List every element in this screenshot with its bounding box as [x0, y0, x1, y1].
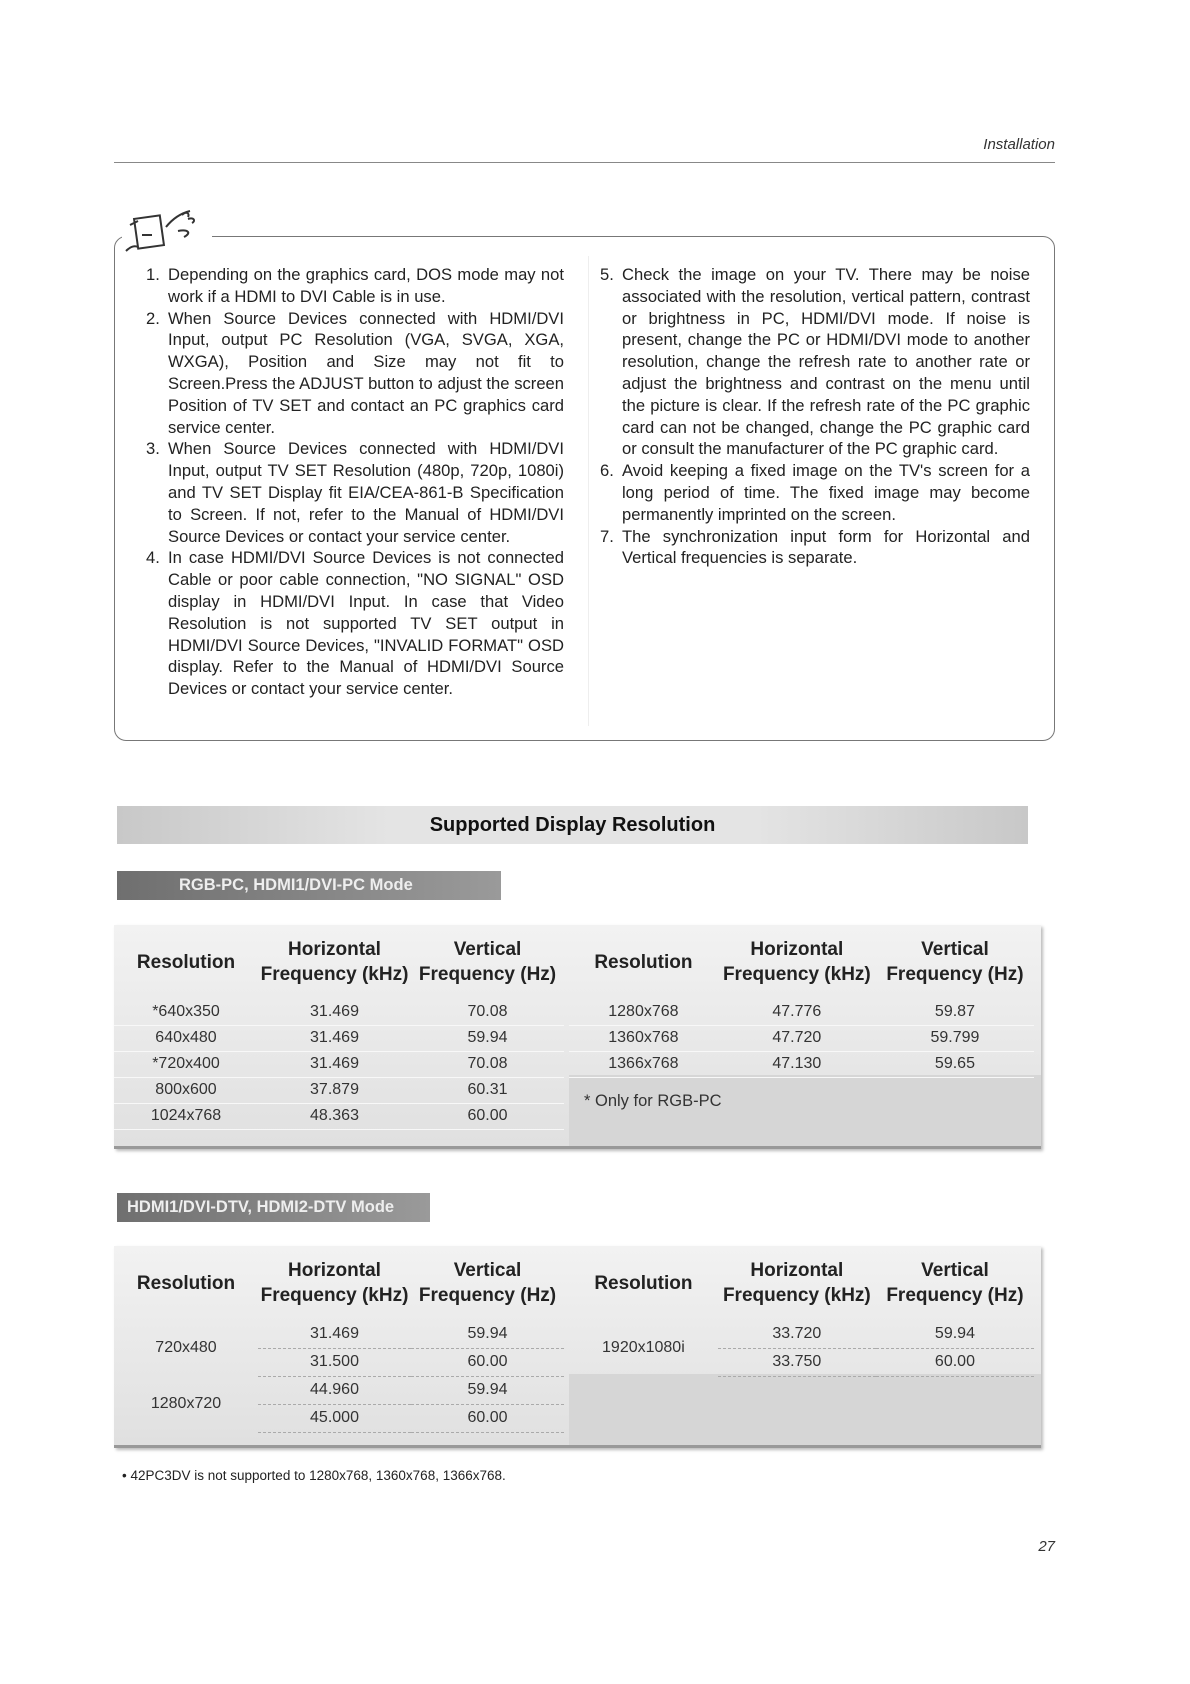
- cell-resolution: 720x480: [155, 1339, 217, 1356]
- cell: 1024x768: [114, 1103, 258, 1129]
- cell: 60.31: [411, 1077, 564, 1103]
- cell: 640x480: [114, 1025, 258, 1051]
- header-row: [569, 1246, 1034, 1320]
- pc-mode-label: RGB-PC, HDMI1/DVI-PC Mode: [117, 871, 501, 900]
- memo-note-icon: [122, 205, 212, 255]
- col-resolution: Resolution: [594, 951, 693, 973]
- cell: 44.960: [258, 1376, 411, 1404]
- note-text: Depending on the graphics card, DOS mode may not work if a HDMI to DVI Cable is in use.: [168, 265, 564, 306]
- page-number: 27: [1038, 1538, 1055, 1555]
- cell: 45.000: [258, 1404, 411, 1432]
- cell: 60.00: [411, 1404, 564, 1432]
- col-vertical: Vertical Frequency (Hz): [418, 939, 557, 985]
- table-row: [569, 999, 1034, 1025]
- cell: 59.94: [411, 1376, 564, 1404]
- notes-right-column: [600, 264, 1030, 569]
- table-row: [114, 1320, 564, 1348]
- pc-resolution-table: [114, 925, 1041, 1149]
- cell: 1280x768: [569, 999, 718, 1025]
- header-rule: [114, 162, 1055, 163]
- cell: 31.469: [258, 999, 411, 1025]
- col-vertical: Vertical Frequency (Hz): [418, 1260, 557, 1306]
- cell: 33.750: [718, 1348, 876, 1376]
- col-horizontal: Horizontal Frequency (kHz): [722, 939, 871, 985]
- cell: 59.94: [411, 1320, 564, 1348]
- col-horizontal: Horizontal Frequency (kHz): [260, 1260, 409, 1306]
- note-item: [146, 547, 564, 700]
- cell: 31.500: [258, 1348, 411, 1376]
- col-vertical: Vertical Frequency (Hz): [886, 939, 1024, 985]
- cell: 33.720: [718, 1320, 876, 1348]
- footnote: • 42PC3DV is not supported to 1280x768, 1360x768, 1366x768.: [122, 1468, 506, 1483]
- cell: 47.720: [718, 1025, 876, 1051]
- col-horizontal: Horizontal Frequency (kHz): [722, 1260, 871, 1306]
- header-row: [114, 925, 564, 999]
- note-item: [600, 460, 1030, 525]
- table-row: [114, 1025, 564, 1051]
- cell: 1366x768: [569, 1051, 718, 1077]
- cell: *640x350: [114, 999, 258, 1025]
- cell-resolution: 1280x720: [150, 1395, 222, 1412]
- cell: 60.00: [411, 1103, 564, 1129]
- table-row: [569, 1025, 1034, 1051]
- col-resolution: Resolution: [136, 1272, 236, 1294]
- note-item: [146, 264, 564, 308]
- note-item: [146, 438, 564, 547]
- cell: 800x600: [114, 1077, 258, 1103]
- cell: 31.469: [258, 1320, 411, 1348]
- table-row: [114, 1376, 564, 1404]
- note-item: [600, 526, 1030, 570]
- header-row: [569, 925, 1034, 999]
- cell: 60.00: [876, 1348, 1034, 1376]
- section-title: Installation: [983, 136, 1055, 153]
- note-number: 6.: [600, 461, 614, 481]
- table-row: [569, 1051, 1034, 1077]
- col-horizontal: Horizontal Frequency (kHz): [260, 939, 409, 985]
- col-resolution: Resolution: [594, 1272, 693, 1294]
- table-row: [114, 1051, 564, 1077]
- rgb-pc-note: * Only for RGB-PC: [584, 1092, 722, 1110]
- header-row: [114, 1246, 564, 1320]
- note-number: 5.: [600, 265, 614, 284]
- cell: 31.469: [258, 1051, 411, 1077]
- note-number: 4.: [146, 548, 160, 568]
- section-heading: Supported Display Resolution: [117, 806, 1028, 844]
- cell: 59.799: [876, 1025, 1034, 1051]
- table-row: [114, 999, 564, 1025]
- table-row: [569, 1320, 1034, 1348]
- note-text: In case HDMI/DVI Source Devices is not connected Cable or poor cable connection, "NO SIGNAL" OSD display in HDMI/DVI Input. In case that Video Resolution is not supported TV SET output in HDMI/DVI Source Devices, "INVALID FORMAT" OSD display. Refer to the Manual of HDMI/DVI Source Devices or contact your service center.: [168, 548, 564, 699]
- note-number: 1.: [146, 265, 160, 284]
- dtv-resolution-table: [114, 1246, 1041, 1448]
- column-divider: [588, 256, 589, 726]
- col-resolution: Resolution: [136, 951, 236, 973]
- table-shade: [569, 1374, 1041, 1445]
- cell: 37.879: [258, 1077, 411, 1103]
- cell: 59.87: [876, 999, 1034, 1025]
- cell: 1360x768: [569, 1025, 718, 1051]
- cell: 47.130: [718, 1051, 876, 1077]
- note-item: [600, 264, 1030, 460]
- cell: 59.65: [876, 1051, 1034, 1077]
- note-text: The synchronization input form for Horizontal and Vertical frequencies is separate.: [622, 526, 1030, 568]
- note-text: Check the image on your TV. There may be noise associated with the resolution, vertical pattern, contrast or brightness in PC, HDMI/DVI mode. If noise is present, change the PC or HDMI/DVI mode to another resolution, change the refresh rate to another rate or adjust the brightness and contrast on the menu until the picture is clear. If the refresh rate of the PC graphic card can not be changed, change the PC graphic card or consult the manufacturer of the PC graphic card.: [622, 265, 1030, 459]
- note-text: When Source Devices connected with HDMI/DVI Input, output TV SET Resolution (480p, 720p, 1080i) and TV SET Display fit EIA/CEA-861-B Specification to Screen. If not, refer to the Manual of HDMI/DVI Source Devices or contact your service center.: [168, 439, 564, 546]
- dtv-mode-label: HDMI1/DVI-DTV, HDMI2-DTV Mode: [117, 1193, 430, 1222]
- cell-resolution: 1920x1080i: [602, 1339, 685, 1356]
- note-number: 7.: [600, 526, 614, 546]
- note-number: 2.: [146, 308, 160, 328]
- cell: 59.94: [876, 1320, 1034, 1348]
- cell: 31.469: [258, 1025, 411, 1051]
- notes-left-column: [146, 264, 564, 700]
- cell: 70.08: [411, 999, 564, 1025]
- cell: *720x400: [114, 1051, 258, 1077]
- col-vertical: Vertical Frequency (Hz): [886, 1260, 1024, 1306]
- cell: 60.00: [411, 1348, 564, 1376]
- table-row: [114, 1077, 564, 1103]
- note-text: When Source Devices connected with HDMI/DVI Input, output PC Resolution (VGA, SVGA, XGA, WXGA), Position and Size may not fit to Screen.Press the ADJUST button to adjust the screen Position of TV SET and contact an PC graphics card service center.: [168, 308, 564, 437]
- note-number: 3.: [146, 439, 160, 459]
- cell: 48.363: [258, 1103, 411, 1129]
- note-item: [146, 308, 564, 439]
- cell: 47.776: [718, 999, 876, 1025]
- cell: 70.08: [411, 1051, 564, 1077]
- table-row: [114, 1103, 564, 1129]
- cell: 59.94: [411, 1025, 564, 1051]
- note-text: Avoid keeping a fixed image on the TV's screen for a long period of time. The fixed image may become permanently imprinted on the screen.: [622, 461, 1030, 524]
